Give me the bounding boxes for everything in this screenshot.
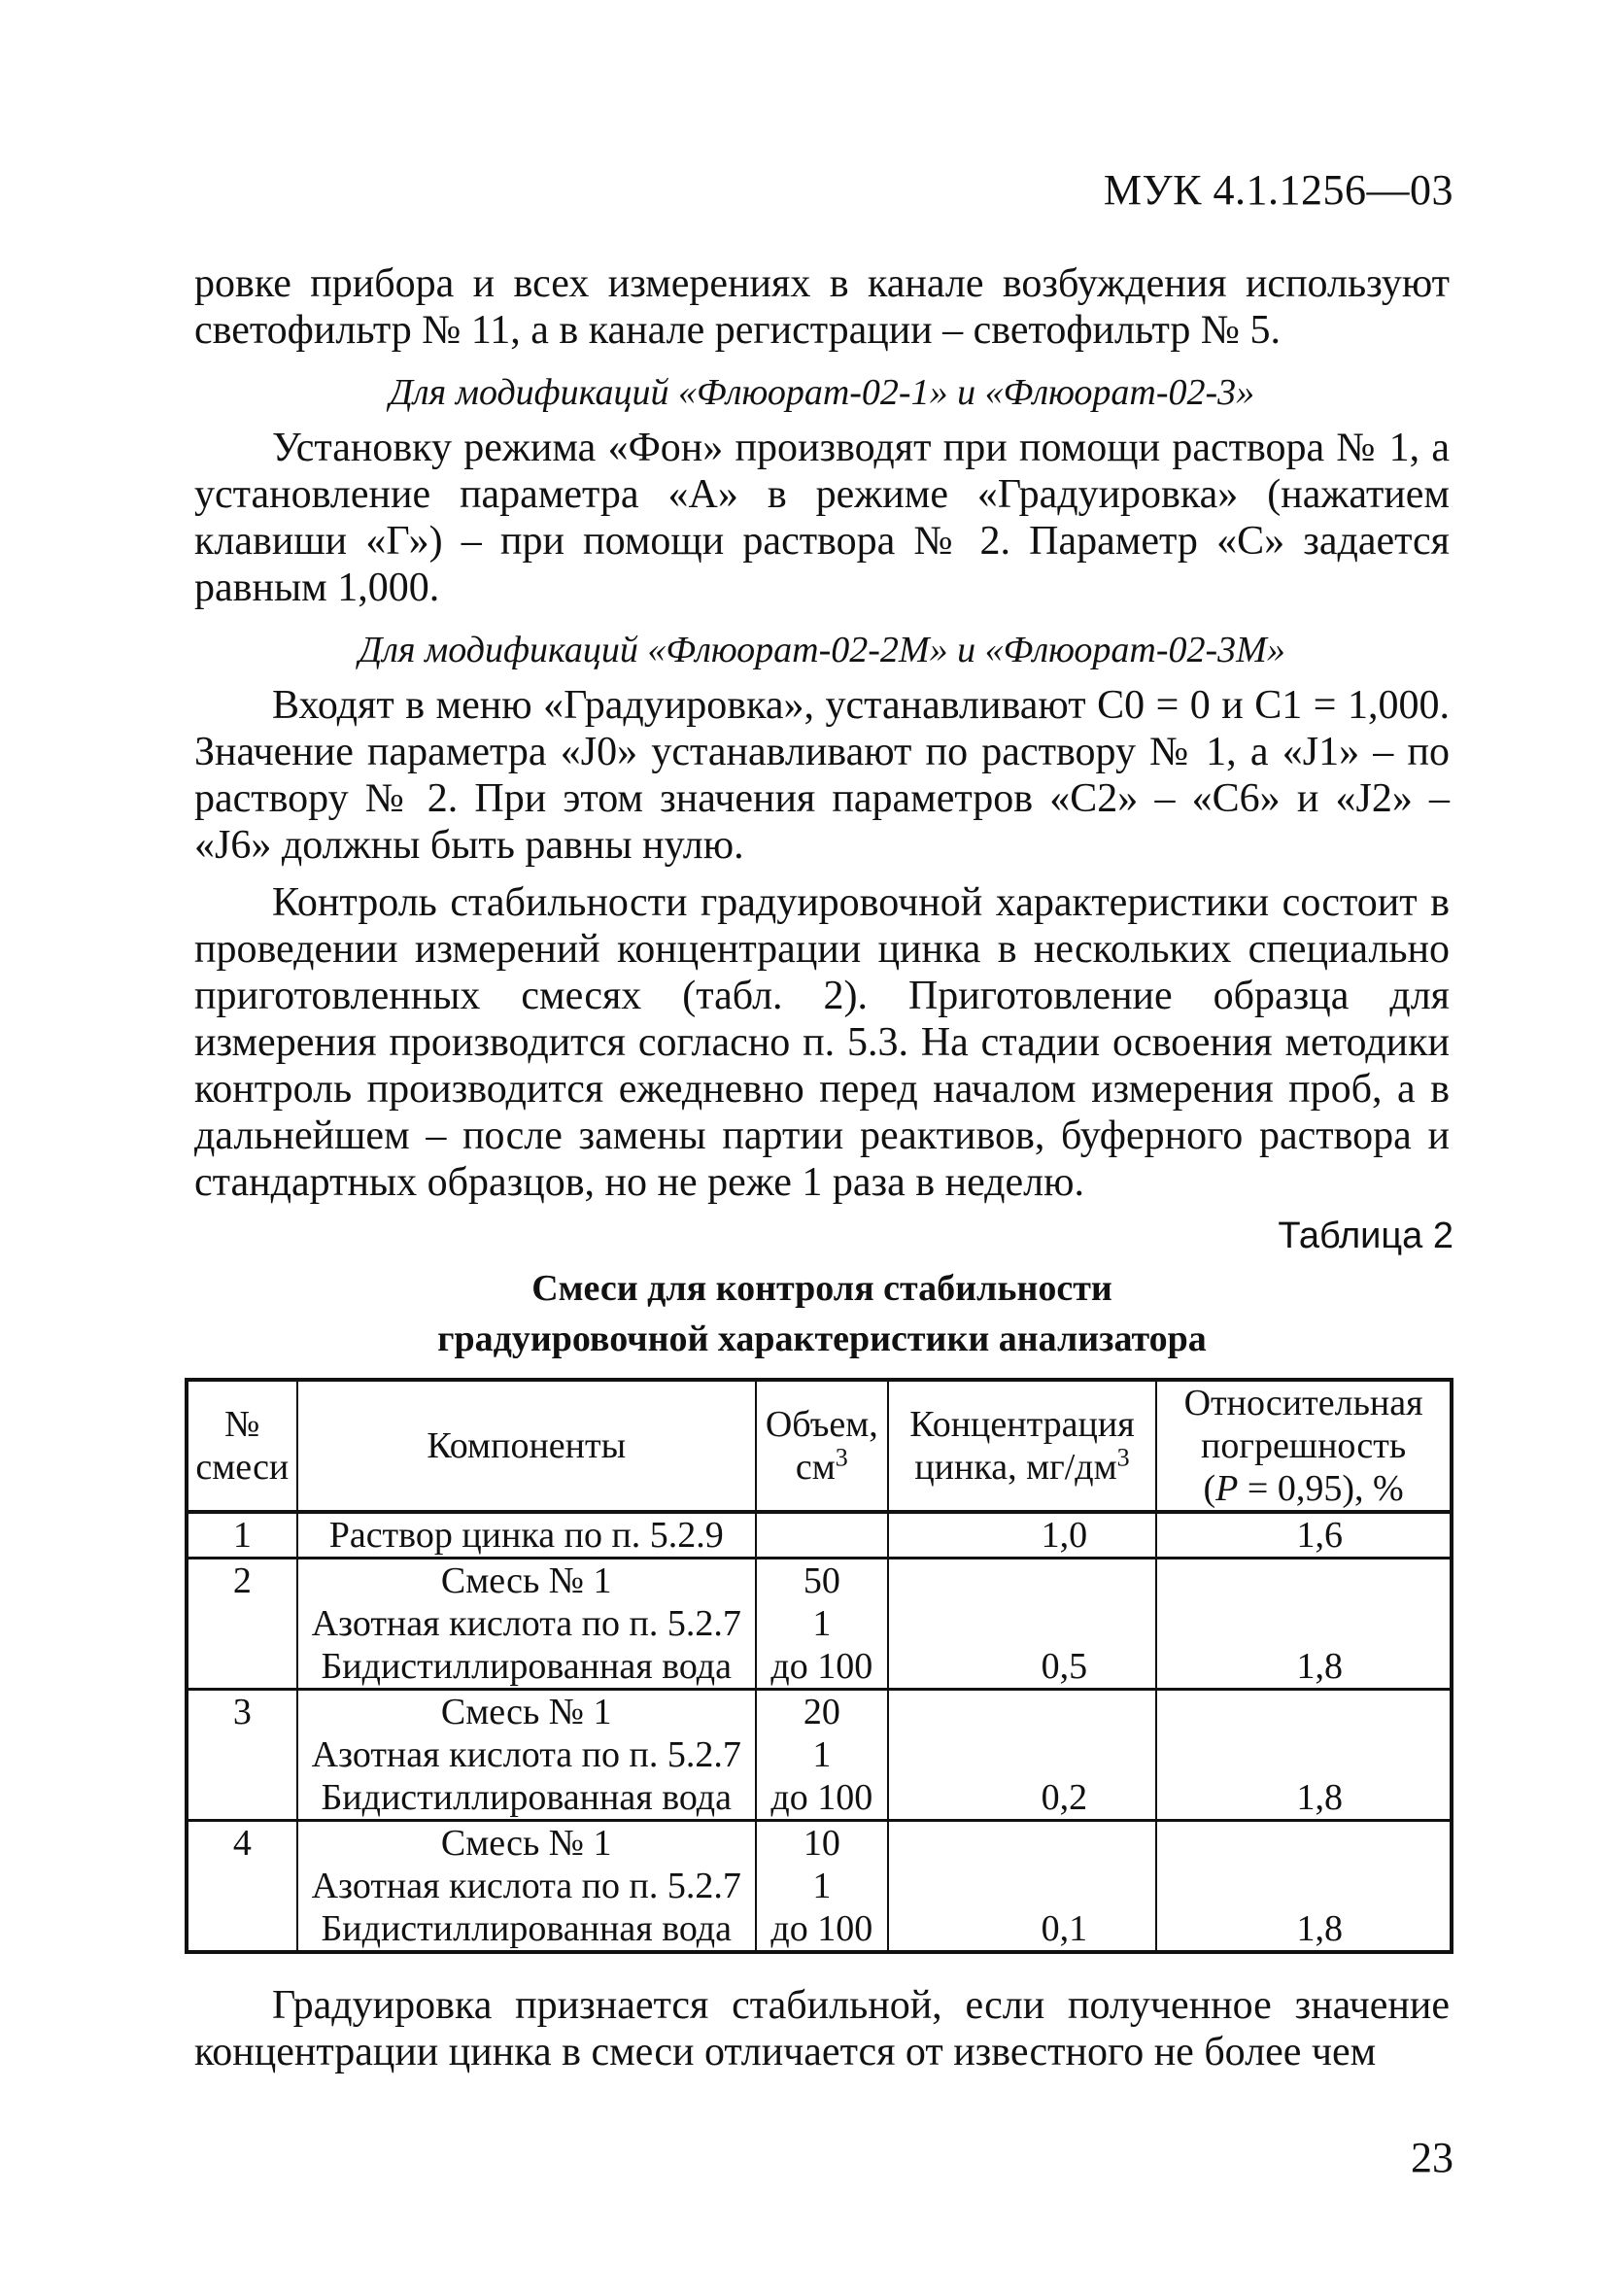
page-number: 23	[1411, 2134, 1453, 2181]
row-number: 3	[187, 1690, 297, 1821]
document-code: МУК 4.1.1256—03	[1103, 166, 1453, 214]
row-number: 1	[187, 1512, 297, 1559]
header-relative-error: Относительная погрешность (P = 0,95), %	[1156, 1380, 1452, 1512]
row-number: 2	[187, 1559, 297, 1690]
paragraph-stability-control	[194, 879, 1450, 1206]
row-concentration: 1,0	[888, 1512, 1156, 1559]
table-row	[187, 1559, 1452, 1690]
paragraph-2: Установку режима «Фон» производят при помощи раствора № 1, а установление параметра «А» в режиме «Градуировка» (нажатием клавиши «Г») – при помощи раствора № 2. Параметр «С» задается равным 1,000.	[194, 426, 1450, 610]
paragraph-calibration-menu	[194, 682, 1450, 869]
row-concentration: 0,1	[888, 1821, 1156, 1953]
subheading-1: Для модификаций «Флюорат-02-1» и «Флюорат-02-3»	[389, 372, 1255, 413]
paragraph-5: Градуировка признается стабильной, если полученное значение концентрации цинка в смеси отличается от известного не более чем	[194, 1983, 1450, 2074]
paragraph-1: ровке прибора и всех измерениях в канале возбуждения используют светофильтр № 11, а в канале регистрации – светофильтр № 5.	[194, 261, 1450, 353]
row-components: Смесь № 1 Азотная кислота по п. 5.2.7 Бидистиллированная вода	[297, 1821, 756, 1953]
paragraph-continuation	[194, 260, 1450, 354]
row-components: Смесь № 1 Азотная кислота по п. 5.2.7 Бидистиллированная вода	[297, 1559, 756, 1690]
table-header-row	[187, 1380, 1452, 1512]
row-components: Раствор цинка по п. 5.2.9	[297, 1512, 756, 1559]
row-volume: 10 1 до 100	[756, 1821, 888, 1953]
row-volume: 20 1 до 100	[756, 1690, 888, 1821]
row-volume	[756, 1512, 888, 1559]
table-label: Таблица 2	[1278, 1216, 1453, 1256]
paragraph-3: Входят в меню «Градуировка», устанавливают С0 = 0 и С1 = 1,000. Значение параметра «J0» устанавливают по раствору № 1, а «J1» – по раствору № 2. При этом значения параметров «С2» – «С6» и «J2» – «J6» должны быть равны нулю.	[194, 683, 1450, 868]
table-title-line-2: градуировочной характеристики анализатора	[437, 1319, 1207, 1359]
mixtures-table	[185, 1378, 1453, 1954]
table-title	[194, 1263, 1450, 1364]
table-title-line-1: Смеси для контроля стабильности	[531, 1268, 1112, 1309]
subheading-2: Для модификаций «Флюорат-02-2М» и «Флюорат-02-3М»	[359, 630, 1285, 670]
table-row	[187, 1821, 1452, 1953]
subheading-modifications-2	[194, 627, 1450, 673]
row-relative-error: 1,6	[1156, 1512, 1452, 1559]
paragraph-4: Контроль стабильности градуировочной характеристики состоит в проведении измерений концентрации цинка в нескольких специально приготовленных смесях (табл. 2). Приготовление образца для измерения производится согласно п. 5.3. На стадии освоения методики контроль производится ежедневно перед началом измерения проб, а в дальнейшем – после замены партии реактивов, буферного раствора и стандартных образцов, но не реже 1 раза в неделю.	[194, 880, 1450, 1205]
row-relative-error: 1,8	[1156, 1559, 1452, 1690]
row-concentration: 0,5	[888, 1559, 1156, 1690]
row-number: 4	[187, 1821, 297, 1953]
table-row	[187, 1690, 1452, 1821]
paragraph-background-mode	[194, 425, 1450, 611]
table-row	[187, 1512, 1452, 1559]
row-concentration: 0,2	[888, 1690, 1156, 1821]
header-concentration: Концентрация цинка, $мг/дм^3$	[888, 1380, 1156, 1512]
header-components: Компоненты	[297, 1380, 756, 1512]
row-components: Смесь № 1 Азотная кислота по п. 5.2.7 Бидистиллированная вода	[297, 1690, 756, 1821]
subheading-modifications-1	[194, 369, 1450, 416]
row-relative-error: 1,8	[1156, 1690, 1452, 1821]
row-volume: 50 1 до 100	[756, 1559, 888, 1690]
header-mixture-number: № смеси	[187, 1380, 297, 1512]
header-volume: Объем, $см^3$	[756, 1380, 888, 1512]
paragraph-stability-criterion	[194, 1982, 1450, 2075]
row-relative-error: 1,8	[1156, 1821, 1452, 1953]
